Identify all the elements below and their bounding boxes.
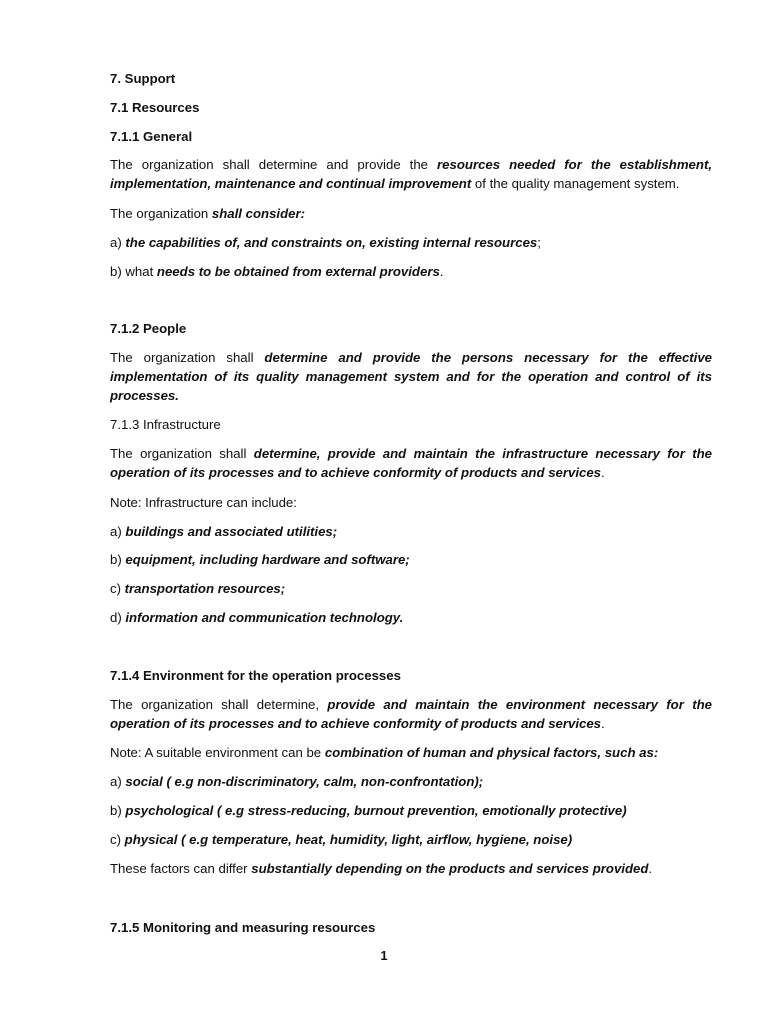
- text-run: .: [601, 465, 605, 480]
- heading-environment: 7.1.4 Environment for the operation processes: [110, 668, 401, 683]
- paragraph-people-line2: implementation of its quality management system and for the operation and control of its: [110, 369, 712, 384]
- list-item-internal-resources: [110, 233, 712, 252]
- heading-infrastructure: 7.1.3 Infrastructure: [110, 417, 221, 432]
- list-item-buildings: [110, 522, 712, 541]
- note-infrastructure: Note: Infrastructure can include:: [110, 495, 297, 510]
- emphasis-run: physical ( e.g temperature, heat, humidity, light, airflow, hygiene, noise): [124, 832, 573, 847]
- text-run: of the quality management system.: [471, 176, 680, 191]
- emphasis-run: psychological ( e.g stress-reducing, burnout prevention, emotionally protective): [125, 803, 627, 818]
- heading-monitoring: 7.1.5 Monitoring and measuring resources: [110, 920, 376, 935]
- paragraph-shall-consider: [110, 204, 712, 223]
- emphasis-run: transportation resources;: [124, 581, 286, 596]
- paragraph-general-line1: [110, 155, 712, 174]
- emphasis-run: the capabilities of, and constraints on, existing internal resources: [125, 235, 538, 250]
- emphasis-run: shall consider:: [211, 206, 305, 221]
- list-item-psychological: [110, 801, 712, 820]
- emphasis-run: provide and maintain the environment necessary for the: [327, 697, 712, 712]
- note-environment: [110, 743, 712, 762]
- list-item-social: [110, 772, 712, 791]
- list-item-ict: [110, 608, 712, 627]
- emphasis-run: buildings and associated utilities;: [125, 524, 338, 539]
- paragraph-environment-line2: [110, 714, 712, 733]
- emphasis-run: equipment, including hardware and software;: [125, 552, 410, 567]
- heading-support: 7. Support: [110, 71, 176, 86]
- emphasis-run: operation of its processes and to achieve conformity of products and services: [110, 465, 601, 480]
- emphasis-run: needs to be obtained from external providers: [156, 264, 440, 279]
- emphasis-run: implementation, maintenance and continual improvement: [110, 176, 472, 191]
- list-item-equipment: [110, 550, 712, 569]
- text-run: The organization shall determine and provide the: [110, 157, 438, 172]
- text-run: c): [110, 832, 125, 847]
- emphasis-run: substantially depending on the products and services provided: [251, 861, 649, 876]
- text-run: a): [110, 524, 126, 539]
- text-run: .: [601, 716, 605, 731]
- heading-people: 7.1.2 People: [110, 321, 187, 336]
- text-run: a): [110, 774, 126, 789]
- text-run: ;: [537, 235, 541, 250]
- text-run: These factors can differ: [110, 861, 252, 876]
- text-run: b): [110, 803, 126, 818]
- text-run: .: [439, 264, 444, 279]
- paragraph-general-line2: [110, 174, 712, 193]
- emphasis-run: information and communication technology.: [125, 610, 404, 625]
- paragraph-infrastructure-line1: [110, 444, 712, 463]
- text-run: The organization shall: [110, 446, 254, 461]
- emphasis-run: determine and provide the persons necessary for the effective: [264, 350, 713, 365]
- text-run: The organization: [110, 206, 212, 221]
- paragraph-factors: [110, 859, 712, 878]
- text-run: .: [648, 861, 653, 876]
- heading-resources: 7.1 Resources: [110, 100, 200, 115]
- paragraph-people-line1: [110, 348, 712, 367]
- list-item-transportation: [110, 579, 712, 598]
- text-run: d): [110, 610, 126, 625]
- text-run: b) what: [110, 264, 157, 279]
- page-number: 1: [380, 948, 388, 963]
- paragraph-infrastructure-line2: [110, 463, 712, 482]
- emphasis-run: social ( e.g non-discriminatory, calm, non-confrontation);: [125, 774, 484, 789]
- emphasis-run: operation of its processes and to achieve conformity of products and services: [110, 716, 601, 731]
- list-item-physical: [110, 830, 712, 849]
- text-run: c): [110, 581, 125, 596]
- heading-general: 7.1.1 General: [110, 129, 193, 144]
- emphasis-run: resources needed for the establishment,: [437, 157, 712, 172]
- text-run: The organization shall: [110, 350, 265, 365]
- text-run: a): [110, 235, 126, 250]
- emphasis-run: determine, provide and maintain the infrastructure necessary for the: [253, 446, 712, 461]
- list-item-external-providers: [110, 262, 712, 281]
- paragraph-environment-line1: [110, 695, 712, 714]
- paragraph-people-line3: processes.: [110, 388, 179, 403]
- text-run: Note: A suitable environment can be: [110, 745, 325, 760]
- text-run: The organization shall determine,: [110, 697, 328, 712]
- text-run: b): [110, 552, 126, 567]
- emphasis-run: combination of human and physical factors, such as:: [324, 745, 659, 760]
